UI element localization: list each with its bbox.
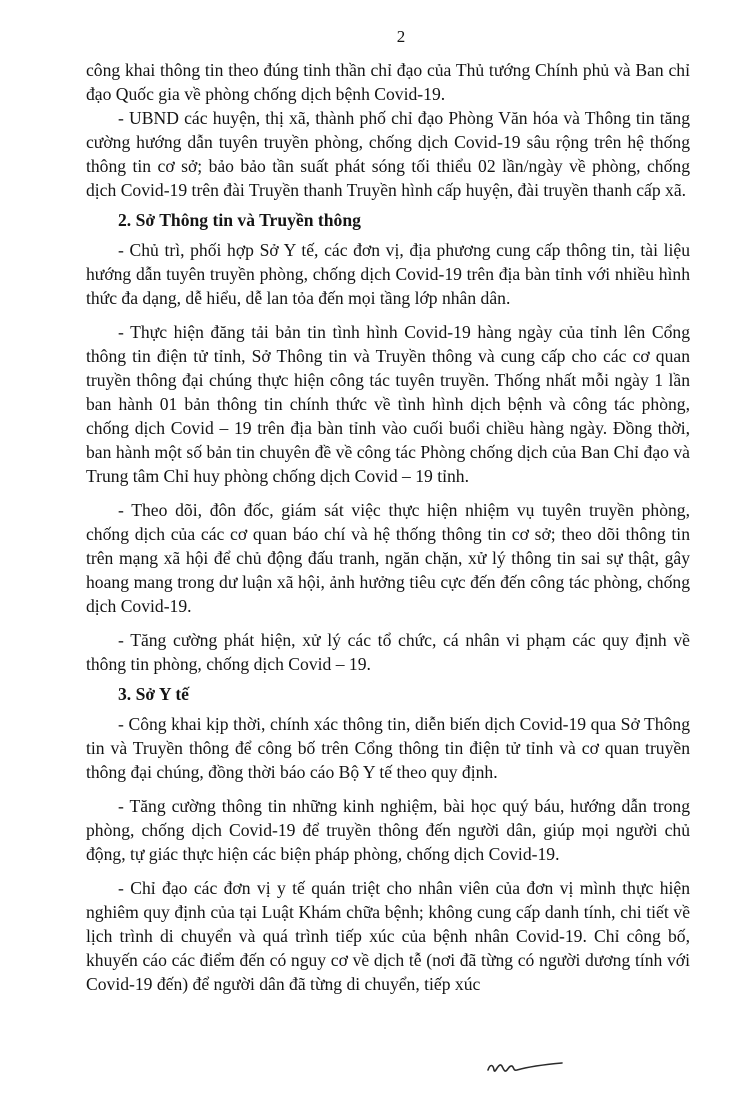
paragraph: - Chỉ đạo các đơn vị y tế quán triệt cho nhân viên của đơn vị mình thực hiện nghiêm quy định của tại Luật Khám chữa bệnh; không cung cấp danh tính, chi tiết về lịch trình di chuyển và quá trình tiếp xúc của bệnh nhân Covid-19. Chỉ công bố, khuyến cáo các điểm đến có nguy cơ về dịch tễ (nơi đã từng có người dương tính với Covid-19 đến) để người dân đã từng di chuyển, tiếp xúc [86,878,690,994]
paragraph: - Tăng cường phát hiện, xử lý các tổ chức, cá nhân vi phạm các quy định về thông tin phòng, chống dịch Covid – 19. [86,630,690,674]
paragraph: - Chủ trì, phối hợp Sở Y tế, các đơn vị, địa phương cung cấp thông tin, tài liệu hướng dẫn tuyên truyền phòng, chống dịch Covid-19 trên địa bàn tỉnh với nhiều hình thức đa dạng, dễ hiểu, dễ lan tỏa đến mọi tầng lớp nhân dân. [86,240,690,308]
paragraph: - Công khai kịp thời, chính xác thông tin, diễn biến dịch Covid-19 qua Sở Thông tin và Truyền thông để công bố trên Cổng thông tin điện tử tỉnh và cơ quan truyền thông đại chúng, đồng thời báo cáo Bộ Y tế theo quy định. [86,714,690,782]
section-heading: 2. Sở Thông tin và Truyền thông [118,210,361,230]
paragraph: - Theo dõi, đôn đốc, giám sát việc thực hiện nhiệm vụ tuyên truyền phòng, chống dịch của các cơ quan báo chí và hệ thống thông tin cơ sở; theo dõi thông tin trên mạng xã hội để chủ động đấu tranh, ngăn chặn, xử lý thông tin sai sự thật, gây hoang mang trong dư luận xã hội, ảnh hưởng tiêu cực đến đến công tác phòng, chống dịch Covid-19. [86,500,690,616]
paragraph: - UBND các huyện, thị xã, thành phố chỉ đạo Phòng Văn hóa và Thông tin tăng cường hướng dẫn tuyên truyền phòng, chống dịch Covid-19 sâu rộng trên hệ thống thông tin cơ sở; bảo bảo tần suất phát sóng tối thiểu 02 lần/ngày về phòng, chống dịch Covid-19 trên đài Truyền thanh Truyền hình cấp huyện, đài truyền thanh cấp xã. [86,108,690,200]
page-number: 2 [396,27,406,46]
initials-signature [484,1056,564,1080]
paragraph: - Tăng cường thông tin những kinh nghiệm, bài học quý báu, hướng dẫn trong phòng, chống dịch Covid-19 để truyền thông đến người dân, giúp mọi người chủ động, tự giác thực hiện các biện pháp phòng, chống dịch Covid-19. [86,796,690,864]
section-heading: 3. Sở Y tế [118,684,189,704]
paragraph: - Thực hiện đăng tải bản tin tình hình Covid-19 hàng ngày của tỉnh lên Cổng thông tin điện tử tỉnh, Sở Thông tin và Truyền thông và cung cấp cho các cơ quan truyền thông đại chúng thực hiện công tác tuyên truyền. Thống nhất mỗi ngày 1 lần ban hành 01 bản thông tin chính thức về tình hình dịch bệnh và công tác phòng, chống dịch Covid – 19 trên địa bàn tỉnh vào cuối buổi chiều hàng ngày. Đồng thời, ban hành một số bản tin chuyên đề về công tác Phòng chống dịch của Ban Chỉ đạo và Trung tâm Chỉ huy phòng chống dịch Covid – 19 tỉnh. [86,322,690,486]
paragraph: công khai thông tin theo đúng tinh thần chỉ đạo của Thủ tướng Chính phủ và Ban chỉ đạo Quốc gia về phòng chống dịch bệnh Covid-19. [86,60,690,104]
